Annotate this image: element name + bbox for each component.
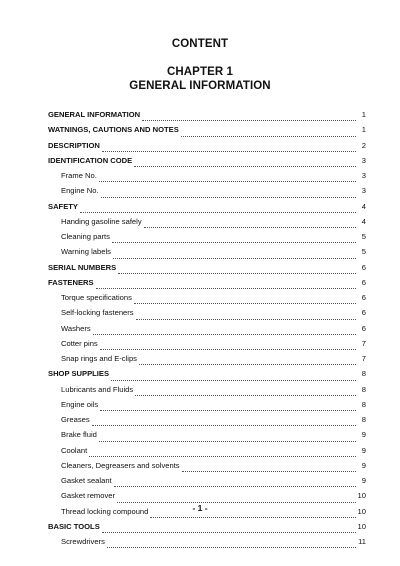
toc-entry-page: 7 bbox=[361, 354, 366, 363]
toc-leader-dots bbox=[181, 136, 356, 137]
toc-section-entry bbox=[48, 110, 366, 125]
toc-entry-label: WATNINGS, CAUTIONS AND NOTES bbox=[48, 125, 179, 135]
toc-entry-label: Thread locking compound bbox=[61, 506, 149, 516]
toc-entry-label: Engine No. bbox=[61, 186, 99, 196]
toc-subsection-entry bbox=[48, 400, 366, 415]
toc-entry-page: 8 bbox=[361, 415, 366, 424]
chapter-label: CHAPTER 1 bbox=[166, 66, 234, 78]
toc-subsection-entry bbox=[48, 324, 366, 339]
toc-entry-page: 8 bbox=[361, 399, 366, 409]
toc-entry-page: 4 bbox=[361, 216, 366, 226]
toc-leader-dots bbox=[114, 486, 356, 487]
toc-entry-page: 6 bbox=[361, 277, 366, 287]
chapter-title: GENERAL INFORMATION bbox=[129, 80, 271, 92]
toc-subsection-entry bbox=[48, 385, 366, 400]
toc-leader-dots bbox=[89, 456, 356, 457]
toc-entry-label: Cleaners, Degreasers and solvents bbox=[61, 460, 180, 470]
toc-entry-page: 9 bbox=[361, 460, 366, 470]
toc-entry-label: Brake fluid bbox=[61, 430, 97, 440]
toc-entry-page: 1 bbox=[361, 125, 366, 135]
toc-leader-dots bbox=[96, 288, 356, 289]
toc-entry-label: Cotter pins bbox=[61, 338, 98, 348]
toc-subsection-entry bbox=[48, 446, 366, 461]
toc-leader-dots bbox=[100, 410, 356, 411]
toc-leader-dots bbox=[150, 517, 355, 518]
toc-subsection-entry bbox=[48, 339, 366, 354]
toc-subsection-entry bbox=[48, 247, 366, 262]
toc-subsection-entry bbox=[48, 476, 366, 491]
toc-section-entry bbox=[48, 141, 366, 156]
toc-subsection-entry bbox=[48, 171, 366, 186]
toc-entry-label: GENERAL INFORMATION bbox=[48, 110, 141, 119]
toc-entry-page: 10 bbox=[357, 491, 366, 501]
toc-leader-dots bbox=[134, 303, 356, 304]
toc-entry-label: Engine oils bbox=[61, 399, 99, 409]
toc-section-entry bbox=[48, 156, 366, 171]
toc-entry-page: 7 bbox=[361, 338, 366, 348]
toc-subsection-entry bbox=[48, 430, 366, 445]
toc-section-entry bbox=[48, 522, 366, 537]
toc-subsection-entry bbox=[48, 415, 366, 430]
toc-leader-dots bbox=[100, 349, 356, 350]
toc-entry-label: Cleaning parts bbox=[61, 232, 110, 241]
toc-leader-dots bbox=[144, 227, 356, 228]
toc-leader-dots bbox=[118, 273, 356, 274]
toc-leader-dots bbox=[135, 395, 356, 396]
toc-entry-label: Lubricants and Fluids bbox=[61, 384, 134, 394]
toc-entry-label: Warning labels bbox=[61, 247, 111, 257]
toc-leader-dots bbox=[92, 425, 356, 426]
toc-entry-label: Self-locking fasteners bbox=[61, 308, 134, 318]
toc-section-entry bbox=[48, 125, 366, 140]
toc-subsection-entry bbox=[48, 354, 366, 369]
toc-leader-dots bbox=[113, 258, 356, 259]
toc-entry-page: 6 bbox=[361, 262, 366, 272]
toc-leader-dots bbox=[142, 120, 356, 121]
toc-leader-dots bbox=[99, 181, 356, 182]
toc-leader-dots bbox=[107, 547, 356, 548]
toc-entry-label: Gasket remover bbox=[61, 491, 116, 501]
toc-entry-label: Frame No. bbox=[61, 171, 97, 180]
toc-entry-page: 6 bbox=[361, 293, 366, 302]
toc-entry-page: 3 bbox=[361, 171, 366, 180]
toc-entry-page: 6 bbox=[361, 308, 366, 318]
toc-entry-page: 4 bbox=[361, 201, 366, 211]
toc-entry-page: 11 bbox=[358, 537, 366, 546]
toc-entry-label: SAFETY bbox=[48, 201, 78, 211]
toc-leader-dots bbox=[101, 197, 356, 198]
toc-entry-page: 5 bbox=[361, 232, 366, 241]
toc-leader-dots bbox=[136, 319, 356, 320]
toc-entry-page: 2 bbox=[361, 140, 366, 150]
content-title: CONTENT bbox=[171, 38, 229, 50]
toc-entry-label: SERIAL NUMBERS bbox=[48, 262, 117, 272]
toc-entry-label: DESCRIPTION bbox=[48, 140, 100, 150]
toc-subsection-entry bbox=[48, 293, 366, 308]
toc-entry-page: 9 bbox=[361, 430, 366, 440]
toc-entry-label: IDENTIFICATION CODE bbox=[48, 155, 133, 165]
toc-section-entry bbox=[48, 202, 366, 217]
toc-entry-page: 5 bbox=[361, 247, 366, 257]
toc-leader-dots bbox=[182, 471, 356, 472]
toc-entry-page: 8 bbox=[361, 384, 366, 394]
toc-entry-page: 8 bbox=[361, 369, 366, 379]
toc-subsection-entry bbox=[48, 461, 366, 476]
toc-entry-label: Greases bbox=[61, 415, 90, 424]
toc-section-entry bbox=[48, 369, 366, 384]
toc-entry-page: 1 bbox=[361, 110, 366, 119]
toc-section-entry bbox=[48, 278, 366, 293]
toc-entry-page: 9 bbox=[361, 476, 366, 485]
toc-entry-label: FASTENERS bbox=[48, 277, 94, 287]
toc-entry-page: 3 bbox=[361, 155, 366, 165]
toc-entry-label: Washers bbox=[61, 323, 91, 333]
toc-subsection-entry bbox=[48, 537, 366, 552]
toc-entry-label: Coolant bbox=[61, 445, 88, 455]
toc-entry-page: 3 bbox=[361, 186, 366, 196]
toc-leader-dots bbox=[102, 532, 356, 533]
toc-leader-dots bbox=[139, 364, 356, 365]
toc-leader-dots bbox=[102, 151, 356, 152]
toc-entry-label: SHOP SUPPLIES bbox=[48, 369, 110, 379]
toc-leader-dots bbox=[93, 334, 356, 335]
toc-subsection-entry bbox=[48, 232, 366, 247]
toc-leader-dots bbox=[134, 166, 356, 167]
toc-entry-page: 10 bbox=[357, 506, 366, 516]
toc-entry-label: Screwdrivers bbox=[61, 537, 105, 546]
toc-entry-label: Snap rings and E-clips bbox=[61, 354, 137, 363]
toc-entry-label: Torque specifications bbox=[61, 293, 132, 302]
toc-subsection-entry bbox=[48, 217, 366, 232]
table-of-contents bbox=[48, 110, 366, 552]
toc-entry-page: 10 bbox=[357, 521, 366, 531]
toc-entry-page: 6 bbox=[361, 323, 366, 333]
toc-leader-dots bbox=[99, 441, 356, 442]
toc-subsection-entry bbox=[48, 186, 366, 201]
toc-entry-label: Gasket sealant bbox=[61, 476, 112, 485]
toc-section-entry bbox=[48, 263, 366, 278]
toc-leader-dots bbox=[111, 380, 356, 381]
toc-entry-label: BASIC TOOLS bbox=[48, 521, 100, 531]
toc-entry-page: 9 bbox=[361, 445, 366, 455]
toc-leader-dots bbox=[80, 212, 356, 213]
toc-leader-dots bbox=[112, 242, 356, 243]
page-number: - 1 - bbox=[192, 503, 208, 513]
toc-subsection-entry bbox=[48, 308, 366, 323]
toc-entry-label: Handing gasoline safely bbox=[61, 216, 142, 226]
